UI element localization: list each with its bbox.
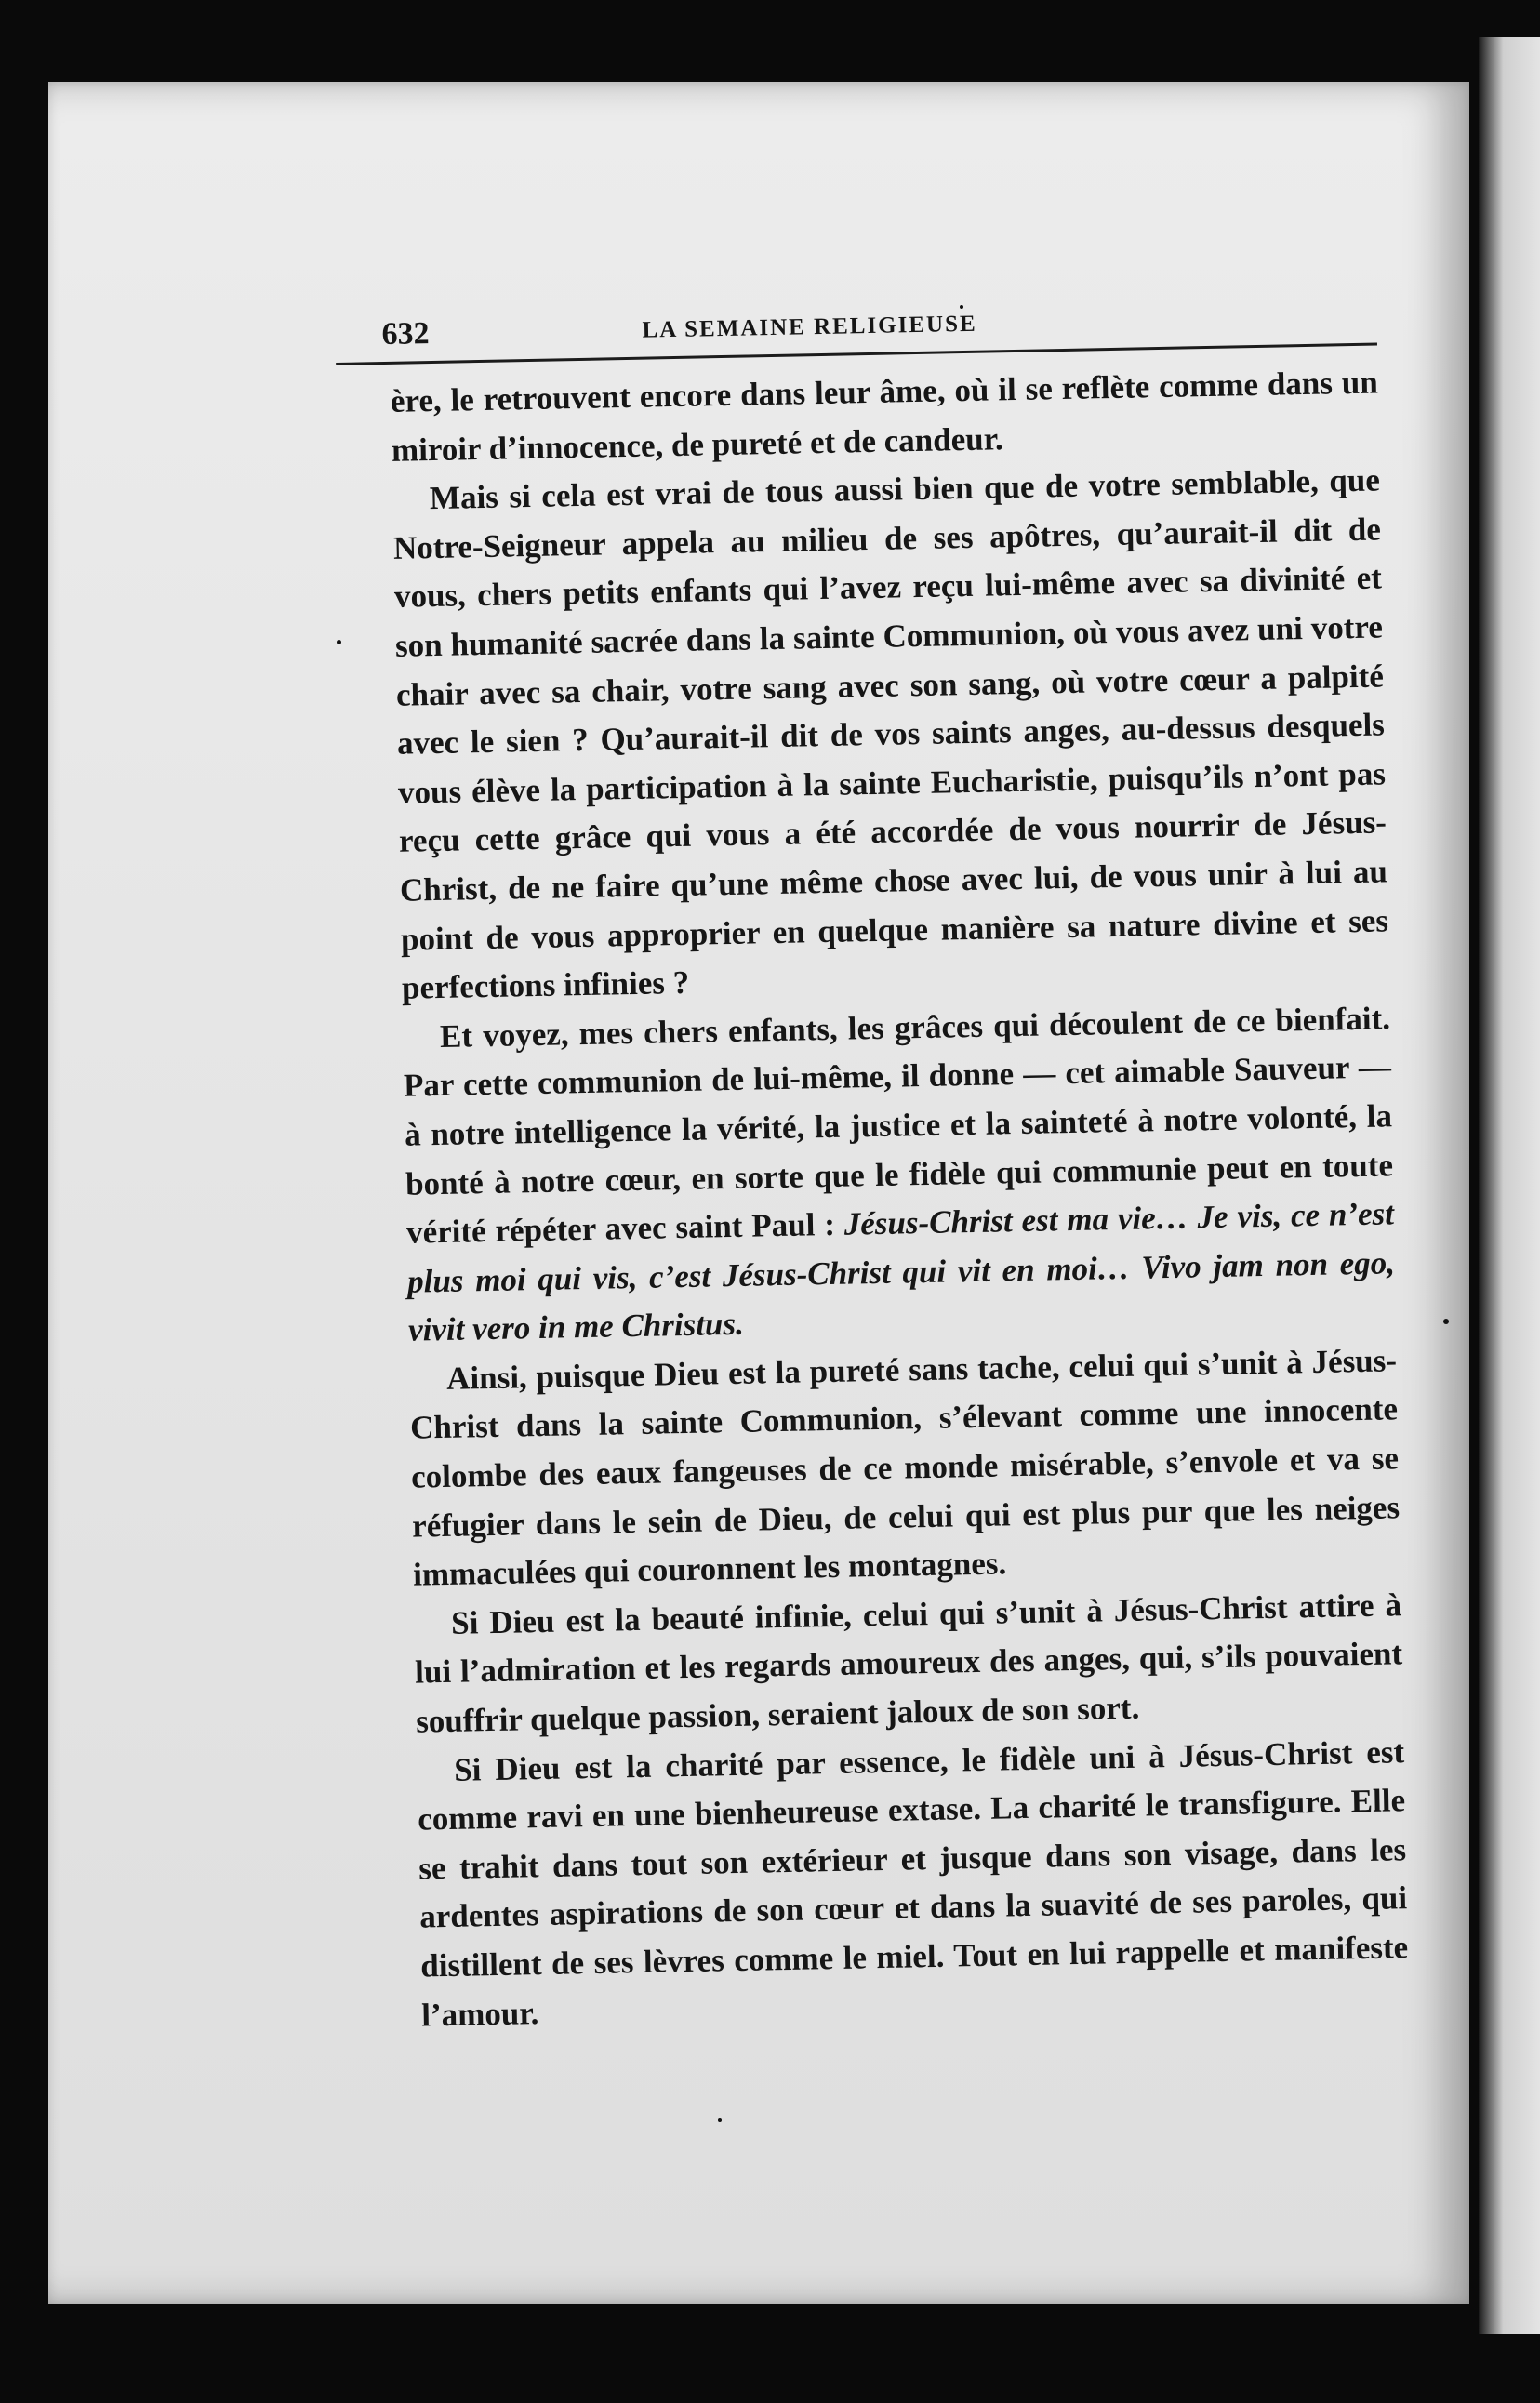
- adjacent-page-edge: [1479, 37, 1540, 2334]
- paragraph: [414, 1581, 1404, 1746]
- page-content: [335, 286, 1410, 2040]
- paragraph: [390, 358, 1379, 475]
- paragraph: [392, 457, 1389, 1014]
- paragraph: [417, 1728, 1410, 2040]
- paragraph-text: Ainsi, puisque Dieu est la pureté sans tache, celui qui s’unit à Jésus-Christ dans la sainte Communion, s’élevant comme une innocente colombe des eaux fangeuses de ce monde misérable, s’envole et va se réfugier dans le sein de Dieu, de celui qui est plus pur que les neiges immaculées qui couronnent les montagnes.: [409, 1342, 1401, 1593]
- header-title: LA SEMAINE RELIGIEUSE: [642, 311, 977, 343]
- dust-speck: [718, 2118, 722, 2122]
- paragraph: [403, 994, 1397, 1355]
- paragraph-text: Et voyez, mes chers enfants, les grâces qui découlent de ce bienfait. Par cette communion de lui-même, il donne — cet aimable Sauveur — à notre intelligence la vérité, la justice et la sainteté à notre volonté, la bonté à notre cœur, en sorte que le fidèle qui communie peut en toute vérité répéter avec saint Paul :: [403, 1000, 1394, 1251]
- italic-quotation: Jésus-Christ est ma vie… Je vis, ce n’est plus moi qui vis, c’est Jésus-Christ qui vit en moi… Vivo jam non ego, vivit vero in me Christus.: [406, 1195, 1396, 1348]
- dust-speck: [1443, 1319, 1449, 1324]
- paragraph: [409, 1336, 1401, 1600]
- paragraph-text: ère, le retrouvent encore dans leur âme, où il se reflète comme dans un miroir d’innocence, de pureté et de candeur.: [390, 364, 1379, 469]
- paragraph-text: Mais si cela est vrai de tous aussi bien que de votre semblable, que Notre-Seigneur appela au milieu de ses apôtres, qu’aurait-il dit de vous, chers petits enfants qui l’avez reçu lui-même avec sa divinité et son humanité sacrée dans la sainte Communion, où vous avez uni votre chair avec sa chair, votre sang avec son sang, où votre cœur a palpité avec le sien ? Qu’aurait-il dit de vos saints anges, au-dessus desquels vous élève la participation à la sainte Eucharistie, puisqu’ils n’ont pas reçu cette grâce qui vous a été accordée de vous nourrir de Jésus-Christ, de ne faire qu’une même chose avec lui, de vous unir à lui au point de vous approprier en quelque manière sa nature divine et ses perfections infinies ?: [392, 461, 1389, 1006]
- paragraph-text: Si Dieu est la charité par essence, le fidèle uni à Jésus-Christ est comme ravi en une bienheureuse extase. La charité le transfigure. Elle se trahit dans tout son extérieur et jusque dans son visage, dans les ardentes aspirations de son cœur et dans la suavité de ses paroles, qui distillent de ses lèvres comme le miel. Tout en lui rappelle et manifeste l’amour.: [417, 1733, 1409, 2034]
- paragraph-text: Si Dieu est la beauté infinie, celui qui s’unit à Jésus-Christ attire à lui l’admiration et les regards amoureux des anges, qui, s’ils pouvaient souffrir quelque passion, seraient jaloux de son sort.: [414, 1587, 1403, 1740]
- body-text: [336, 358, 1409, 2040]
- page-number: 632: [381, 316, 430, 352]
